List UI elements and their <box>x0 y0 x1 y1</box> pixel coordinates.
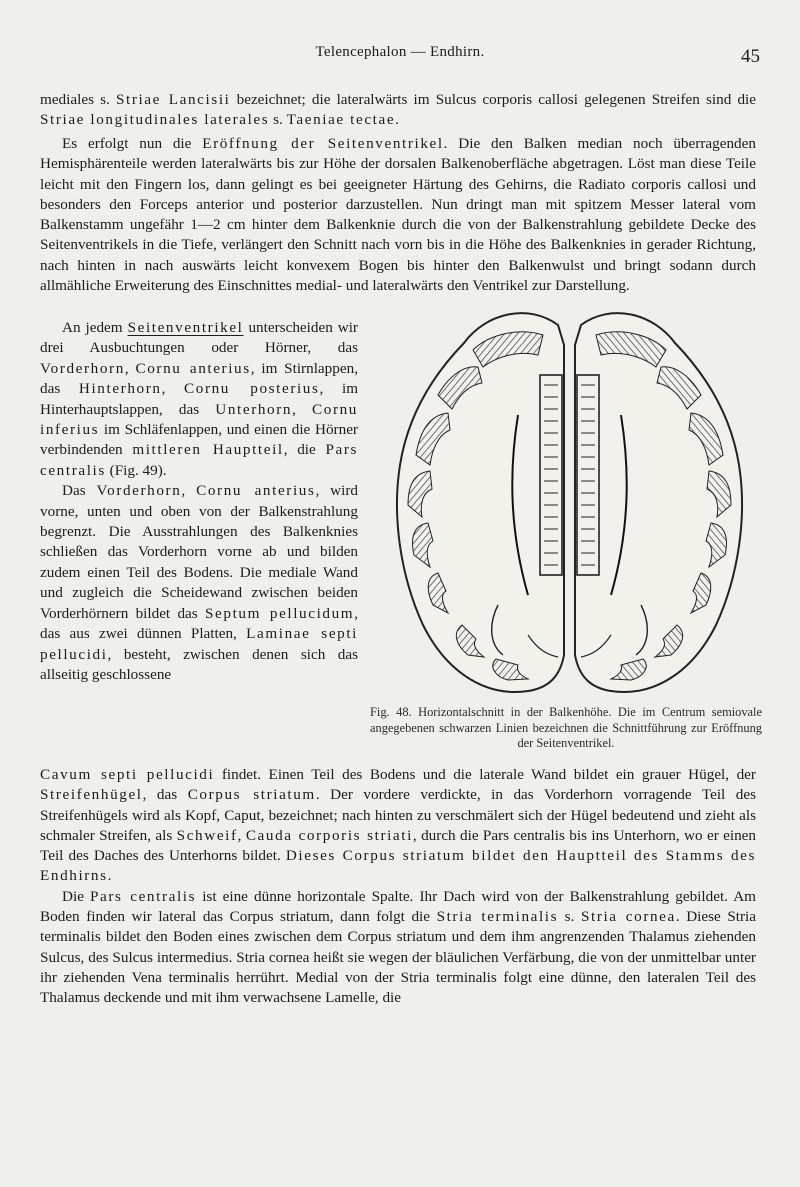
text: bezeichnet; die lateralwärts im Sulcus corporis callosi gelegenen Streifen sind die <box>230 91 756 108</box>
term-streifenhuegel: Streifenhügel <box>40 786 143 804</box>
paragraph-seitenventrikel <box>40 318 358 481</box>
text: . <box>395 111 399 129</box>
text: , <box>181 482 197 500</box>
paragraph-pars-centralis <box>40 887 756 1009</box>
text: mediales s. <box>40 91 116 108</box>
text: Die <box>62 887 91 905</box>
text: Das <box>62 482 97 500</box>
text: , im Stirnlappen, das <box>40 359 358 398</box>
text: , im Hinterhauptslappen, das <box>40 380 359 418</box>
term-caput: Caput <box>224 806 261 824</box>
term-corpus-striatum: Corpus striatum <box>187 786 316 804</box>
term-striae-lancisii: Striae Lancisii <box>115 91 231 108</box>
text: . Der vordere verdickte, in das Vorderhorn vorragende Teil des Streifenhügels wird als Kopf, <box>40 786 757 824</box>
caption-label: Fig. 48. <box>370 705 412 719</box>
term-septum-pellucidum: Septum pellucidum <box>204 604 355 622</box>
text: . <box>107 867 112 885</box>
term-hinterhorn: Hinterhorn <box>78 380 162 398</box>
page-header <box>40 44 760 74</box>
text: . Die den Balken median noch überragenden Hemisphärenteile werden lateralwärts bis zur Höhe der dorsalen Balkenoberfläche abgetragen. Löst man diese Teile leicht mit den Fingern los, dann gelingt es bei geeigneter Härtung des Gehirns, die Radiato corporis callosi und besonders den Forceps anterior und posterior darzustellen. Nun dringt man mit spitzem Messer lateral vom Balkenstamm ungefähr 1—2 cm hinter dem Balkenknie durch die von der Balkenstrahlung gebildete Decke des Seitenventrikels in die Tiefe, verlängert den Schnitt nach vorn bis in die Höhe des Balkenknies in gerader Richtung, nach hinten in nach auswärts leicht konvexem Bogen bis hinter den Balkenwulst und bringt sodann durch allmähliche Erweiterung des Einschnittes medial- und lateralwärts den Ventrikel zur Darstellung. <box>40 135 756 295</box>
term-eroeffnung: Eröffnung der Seitenventrikel <box>202 135 444 152</box>
term-schweif: Schweif <box>176 826 238 844</box>
term-laminae-septi-pellucidi: Laminae septi pellucidi <box>40 625 358 663</box>
term-cornu-anterius: Cornu anterius <box>196 482 316 500</box>
page-number: 45 <box>741 46 760 67</box>
text: . Diese Stria terminalis bildet den Boden eines zwischen dem Corpus striatum und dem ihm angrenzenden Thalamus ziehenden Sulcus, des Sulcus intermedius. Stria cornea heißt sie wegen der bläulichen Verfärbung, die von der unmittelbar unter ihr ziehenden Vena terminalis herrührt. Medial von der Stria terminalis folgt eine dünne, den lateralen Teil des Thalamus deckende und mit ihm verwachsene Lamelle, die <box>40 908 757 1007</box>
paragraph-cavum <box>40 765 756 887</box>
term-cornu-posterius: Cornu posterius <box>184 380 320 398</box>
text: , das aus zwei dünnen Platten, <box>40 604 359 643</box>
term-cavum-septi-pellucidi: Cavum septi pellucidi <box>40 766 215 783</box>
text: im Schläfenlappen, und einen die Hörner verbindenden <box>40 421 358 459</box>
text: (Fig. 49). <box>105 461 167 479</box>
text: , <box>237 826 246 844</box>
text: , durch die Pars centralis bis ins Unterhorn, wo er einen Teil des Daches des Unterhorns bildet. <box>40 826 757 865</box>
text: , besteht, zwischen denen sich das allseitig geschlossene <box>40 645 358 683</box>
term-stria-terminalis: Stria terminalis <box>436 908 559 926</box>
text: , <box>161 380 185 398</box>
brain-horizontal-section-illustration <box>378 305 761 701</box>
text: , <box>124 359 136 377</box>
text: Es erfolgt nun die <box>62 135 203 152</box>
term-striae-longitudinales-laterales: Striae longitudinales laterales <box>40 111 270 129</box>
paragraph-striae <box>40 90 756 131</box>
term-unterhorn: Unterhorn <box>215 400 293 418</box>
text: s. <box>269 111 287 129</box>
term-seitenventrikel: Seitenventrikel <box>127 319 244 336</box>
running-title: Telencephalon — Endhirn. <box>315 44 485 60</box>
text: , die <box>283 441 326 459</box>
text: , wird vorne, unten und oben von der Balkenstrahlung begrenzt. Die Ausstrahlungen des Balkenknies schließen das Vorderhorn vorne ab und bilden zudem einen Teil des Bodens. Die mediale Wand und zugleich die Scheidewand zwischen beiden Vorderhörnern bildet das <box>40 482 358 622</box>
bottom-text <box>40 765 756 1009</box>
term-cornu-anterius: Cornu anterius <box>135 359 251 377</box>
left-column-text <box>40 318 358 685</box>
text: , bezeichnet; nach hinten zu verschmälert sich der Hügel bedeutend und zieht als schmaler Streifen, als <box>40 806 756 844</box>
paragraph-eroeffnung <box>40 134 756 296</box>
term-stria-cornea: Stria cornea <box>580 908 676 926</box>
term-taeniae-tectae: Taeniae tectae <box>286 111 396 129</box>
caption-text: Horizontalschnitt in der Balkenhöhe. Die im Centrum semiovale angegebenen schwarzen Linien bezeichnen die Schnittführung zur Eröffnung der Seitenventrikel. <box>370 705 762 750</box>
emphasis-hauptteil: Dieses Corpus striatum bildet den Hauptteil des Stamms des Endhirns <box>40 847 756 885</box>
figure-caption <box>370 705 762 752</box>
text: findet. Einen Teil des Bodens und die laterale Wand bildet ein grauer Hügel, der <box>214 766 756 783</box>
text: An jedem <box>62 319 128 336</box>
term-cornu-inferius: Cornu inferius <box>40 400 358 439</box>
figure-48-brain-section <box>378 305 761 701</box>
term-vorderhorn: Vorderhorn <box>96 482 182 500</box>
text: unterscheiden wir drei Ausbuchtungen oder Hörner, das <box>40 319 358 357</box>
term-vorderhorn: Vorderhorn <box>40 359 125 377</box>
paragraph-vorderhorn <box>40 481 358 685</box>
term-mittlerer-hauptteil: mittleren Hauptteil <box>132 441 284 459</box>
text: s. <box>558 908 581 926</box>
text: , das <box>142 786 188 804</box>
term-pars-centralis: Pars centralis <box>40 441 358 479</box>
text: , <box>292 400 313 418</box>
term-pars-centralis: Pars centralis <box>90 887 197 905</box>
term-cauda-corporis-striati: Cauda corporis striati <box>245 826 413 844</box>
text: ist eine dünne horizontale Spalte. Ihr Dach wird von der Balkenstrahlung gebildet. Am Boden finden wir lateral das Corpus striatum, dann folgt die <box>40 887 756 926</box>
